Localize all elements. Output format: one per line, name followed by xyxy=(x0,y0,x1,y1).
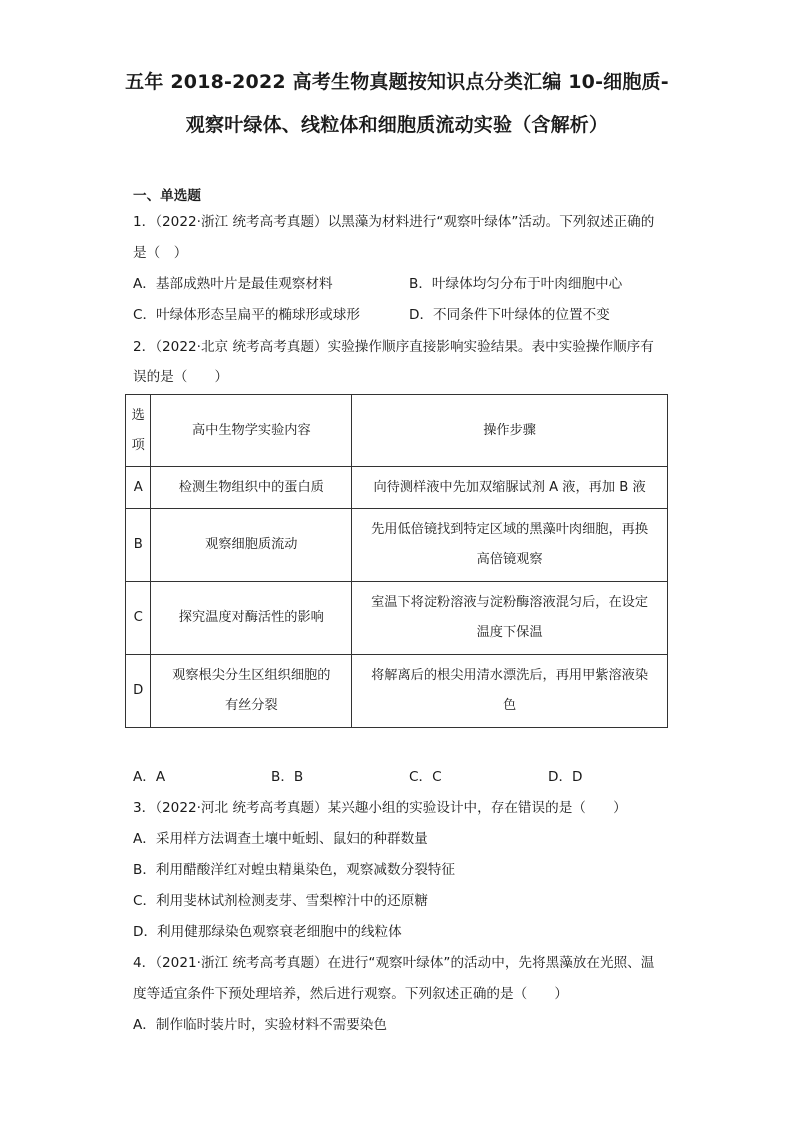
table-row xyxy=(126,582,668,655)
experiment-table xyxy=(125,394,668,728)
header-option-cell xyxy=(126,395,151,467)
q4-stem-line-1: 4．（2021·浙江 统考高考真题）在进行“观察叶绿体”的活动中，先将黑藻放在光照、温 xyxy=(133,955,655,971)
doc-title-line-2: 观察叶绿体、线粒体和细胞质流动实验（含解析） xyxy=(185,114,609,136)
row-option: A xyxy=(126,467,151,509)
row-steps-line-1: 先用低倍镜找到特定区域的黑藻叶肉细胞，再换 xyxy=(371,522,649,537)
row-steps-line-1: 将解离后的根尖用清水漂洗后，再用甲紫溶液染 xyxy=(371,668,649,683)
table-row xyxy=(126,467,668,509)
q4-option-a: A．制作临时装片时，实验材料不需要染色 xyxy=(133,1017,387,1033)
row-option: D xyxy=(126,655,151,728)
row-content: 观察细胞质流动 xyxy=(151,509,352,582)
row-option: B xyxy=(126,509,151,582)
row-content: 探究温度对酶活性的影响 xyxy=(151,582,352,655)
q3-option-d: D．利用健那绿染色观察衰老细胞中的线粒体 xyxy=(133,924,402,940)
header-option-line-2: 项 xyxy=(131,437,145,453)
q1-option-d: D．不同条件下叶绿体的位置不变 xyxy=(409,307,610,323)
row-steps-line-1: 室温下将淀粉溶液与淀粉酶溶液混匀后，在设定 xyxy=(371,595,649,610)
q2-stem-line-2: 误的是（ ） xyxy=(133,369,229,385)
q1-stem-line-1: 1．（2022·浙江 统考高考真题）以黑藻为材料进行“观察叶绿体”活动。下列叙述正确的 xyxy=(133,214,655,230)
q3-option-b: B．利用醋酸洋红对蝗虫精巢染色，观察减数分裂特征 xyxy=(133,862,455,878)
row-content: 检测生物组织中的蛋白质 xyxy=(151,467,352,509)
q2-option-d: D．D xyxy=(548,769,583,785)
q1-option-a: A．基部成熟叶片是最佳观察材料 xyxy=(133,276,333,292)
q2-stem-line-1: 2．（2022·北京 统考高考真题）实验操作顺序直接影响实验结果。表中实验操作顺序有 xyxy=(133,339,654,355)
table-row xyxy=(126,655,668,728)
row-steps-line-2: 色 xyxy=(502,698,517,713)
header-steps-cell: 操作步骤 xyxy=(352,395,668,467)
q1-option-c: C．叶绿体形态呈扁平的椭球形或球形 xyxy=(133,307,360,323)
doc-title-line-1: 五年 2018-2022 高考生物真题按知识点分类汇编 10-细胞质- xyxy=(125,71,669,93)
row-steps: 向待测样液中先加双缩脲试剂 A 液，再加 B 液 xyxy=(352,467,668,509)
row-steps xyxy=(352,655,668,728)
q3-option-a: A．采用样方法调查土壤中蚯蚓、鼠妇的种群数量 xyxy=(133,831,428,847)
row-steps xyxy=(352,582,668,655)
q2-option-a: A．A xyxy=(133,769,166,785)
row-content-line-2: 有丝分裂 xyxy=(224,698,278,713)
q2-option-b: B．B xyxy=(271,769,304,785)
header-option-line-1: 选 xyxy=(131,407,145,423)
q2-option-c: C．C xyxy=(409,769,442,785)
header-content-cell: 高中生物学实验内容 xyxy=(151,395,352,467)
row-steps-line-2: 高倍镜观察 xyxy=(476,552,543,567)
section-heading: 一、单选题 xyxy=(133,188,201,204)
q3-stem-line-1: 3．（2022·河北 统考高考真题）某兴趣小组的实验设计中，存在错误的是（ ） xyxy=(133,800,627,816)
q1-option-b: B．叶绿体均匀分布于叶肉细胞中心 xyxy=(409,276,623,292)
table-header-row xyxy=(126,395,668,467)
q4-stem-line-2: 度等适宜条件下预处理培养，然后进行观察。下列叙述正确的是（ ） xyxy=(133,986,568,1002)
row-content-line-1: 观察根尖分生区组织细胞的 xyxy=(172,668,331,683)
q3-option-c: C．利用斐林试剂检测麦芽、雪梨榨汁中的还原糖 xyxy=(133,893,428,909)
table-row xyxy=(126,509,668,582)
row-steps-line-2: 温度下保温 xyxy=(476,625,543,640)
row-option: C xyxy=(126,582,151,655)
row-steps xyxy=(352,509,668,582)
row-content xyxy=(151,655,352,728)
q1-stem-line-2: 是（ ） xyxy=(133,245,188,261)
